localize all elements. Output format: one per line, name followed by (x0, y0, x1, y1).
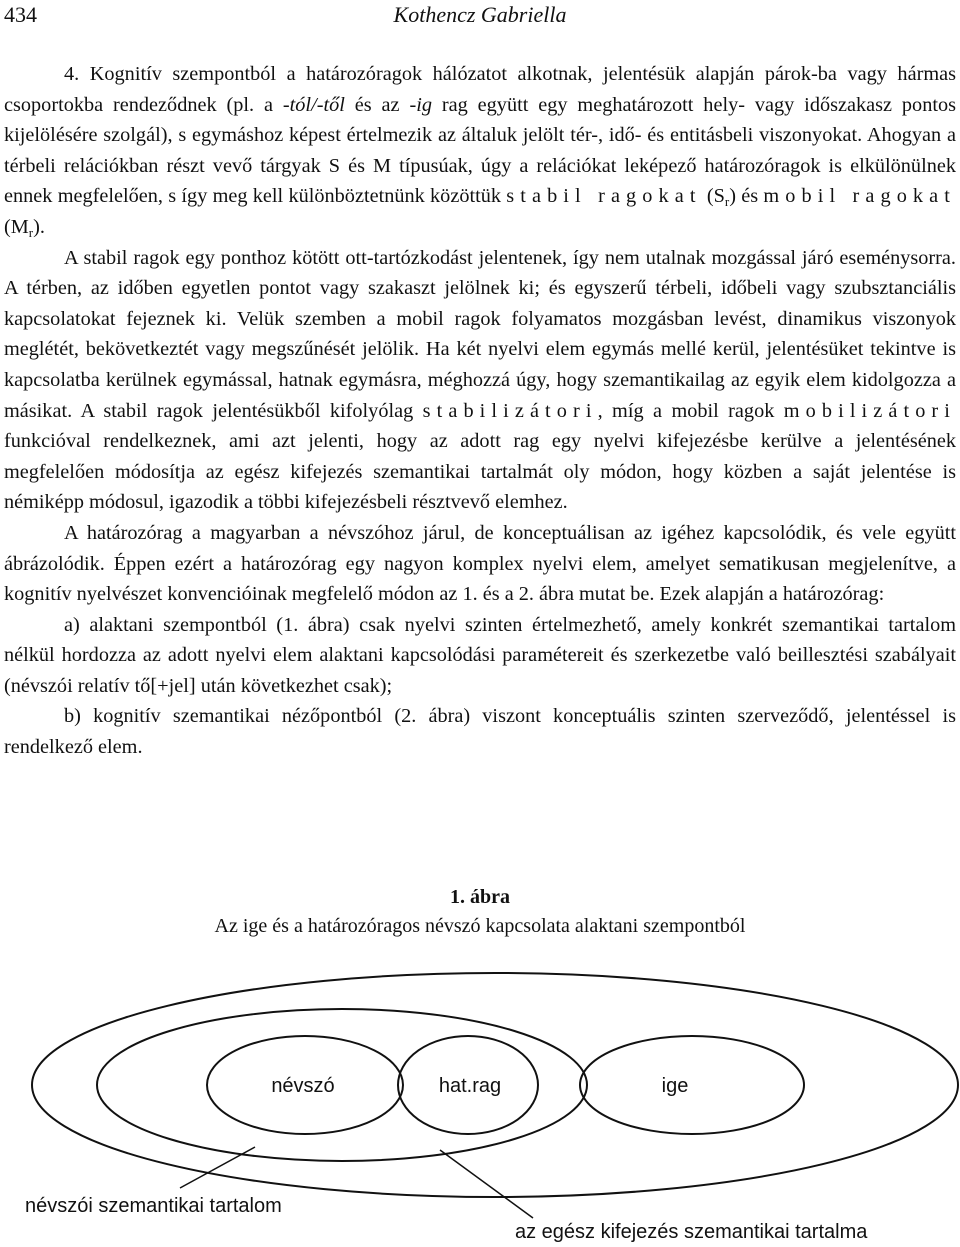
spaced-term: mobilizátori (783, 399, 956, 422)
pointer-line-left (180, 1147, 255, 1188)
page-header (4, 2, 956, 32)
paragraph-1 (4, 59, 956, 243)
page-number: 434 (4, 2, 37, 27)
label-egesz-tartalma: az egész kifejezés szemantikai tartalma (515, 1221, 868, 1243)
paragraph-3: A határozórag a magyarban a névszóhoz járul, de konceptuálisan az igéhez kapcsolódik, és vele együtt ábrázolódik. Éppen ezért a határozórag egy nagyon komplex nyelvi elem, amelyet sematikusan megjelenítve, a kognitív nyelvészet konvencióinak megfelelő módon az 1. és a 2. ábra mutat be. Ezek alapján a határozórag: (4, 521, 956, 606)
label-nevszoi-tartalom: névszói szemantikai tartalom (25, 1195, 282, 1217)
paragraph-5: b) kognitív szemantikai nézőpontból (2. ábra) viszont konceptuális szinten szerveződő, jelentéssel is rendelkező elem. (4, 705, 956, 759)
paragraph-2 (4, 243, 956, 518)
paragraph-4: a) alaktani szempontból (1. ábra) csak nyelvi szinten értelmezhető, amely konkrét szemantikai tartalom nélkül hordozza az adott nyelvi elem alaktani kapcsolódási paramétereit és szerkezetbe való beillesztési szabályait (névszói relatív tő[+jel] után következhet csak); (4, 613, 956, 697)
text-run: (M (4, 215, 29, 238)
text-run: ). (33, 215, 45, 238)
text-run: 4. Kognitív szempontból a határozóragok hálózatot alkotnak, jelentésük alapján párok-ba vagy hármas csoportokba rendeződnek (pl. a (4, 63, 956, 116)
figure-title: 1. ábra (450, 886, 510, 908)
label-ige: ige (661, 1075, 689, 1097)
text-run: funkcióval rendelkeznek, ami azt jelenti, hogy az adott rag egy nyelvi kifejezésbe kerülve a jelentésének megfelelően módosítja az egész kifejezés szemantikai tartalmát oly módon, hogy közben a saját jelentése is némiképp módosul, igazodik a többi kifejezésbeli résztvevő elemhez. (4, 430, 956, 514)
ige-ellipse (580, 1036, 804, 1134)
inner-ellipse (97, 1009, 587, 1161)
spaced-term: stabilizátori (422, 399, 598, 422)
text-run-italic: -ig (409, 93, 432, 116)
label-nevszo: névszó (271, 1075, 335, 1097)
text-run: és az (344, 93, 410, 116)
text-run: ) és (729, 185, 764, 208)
subscript: r (28, 224, 34, 240)
figure-caption: Az ige és a határozóragos névszó kapcsolata alaktani szempontból (214, 915, 746, 937)
text-run: rag együtt egy meghatározott hely- vagy időszakasz pontos kijelölésére szolgál), s egymáshoz képest értelmezik az általuk jelölt tér-, idő- és entitásbeli viszonyokat. Ahogyan a térbeli relációkban részt vevő tárgyak S és M típusúak, úgy a relációkat leképező határozóragok is elkülönülnek ennek megfelelően, s így meg kell különböztetnünk közöttük (4, 93, 957, 208)
label-hatrag: hat.rag (438, 1075, 502, 1097)
text-run-italic: -tól/-től (282, 93, 345, 116)
text-run: (S (701, 185, 725, 208)
figure-diagram (0, 960, 960, 1247)
spaced-term: mobil ragokat (763, 185, 956, 208)
pointer-line-right (440, 1150, 533, 1218)
text-run: , míg a mobil ragok (597, 399, 784, 422)
text-run: A stabil ragok egy ponthoz kötött ott-tartózkodást jelentenek, így nem utalnak mozgással járó eseménysorra. A térben, az időben egyetlen pontot vagy szakaszt jelölnek ki; és egyszerű térbeli, időbeli vagy szubsztanciális kapcsolatokat fejeznek ki. Velük szemben a mobil ragok folyamatos mozgásban levést, dinamikus viszonyok meglétét, bekövetkeztét vagy megszűnését jelölik. Ha két nyelvi elem egymás mellé kerül, jelentésüket tekintve is kapcsolatba kerülnek egymással, hatnak egymásra, méghozzá úgy, hogy szemantikailag az egyik elem kidolgozza a másikat. A stabil ragok jelentésükből kifolyólag (4, 246, 956, 422)
spaced-term: stabil ragokat (506, 185, 702, 208)
running-head: Kothencz Gabriella (393, 2, 567, 27)
subscript: r (724, 194, 730, 210)
main-text (4, 59, 956, 763)
